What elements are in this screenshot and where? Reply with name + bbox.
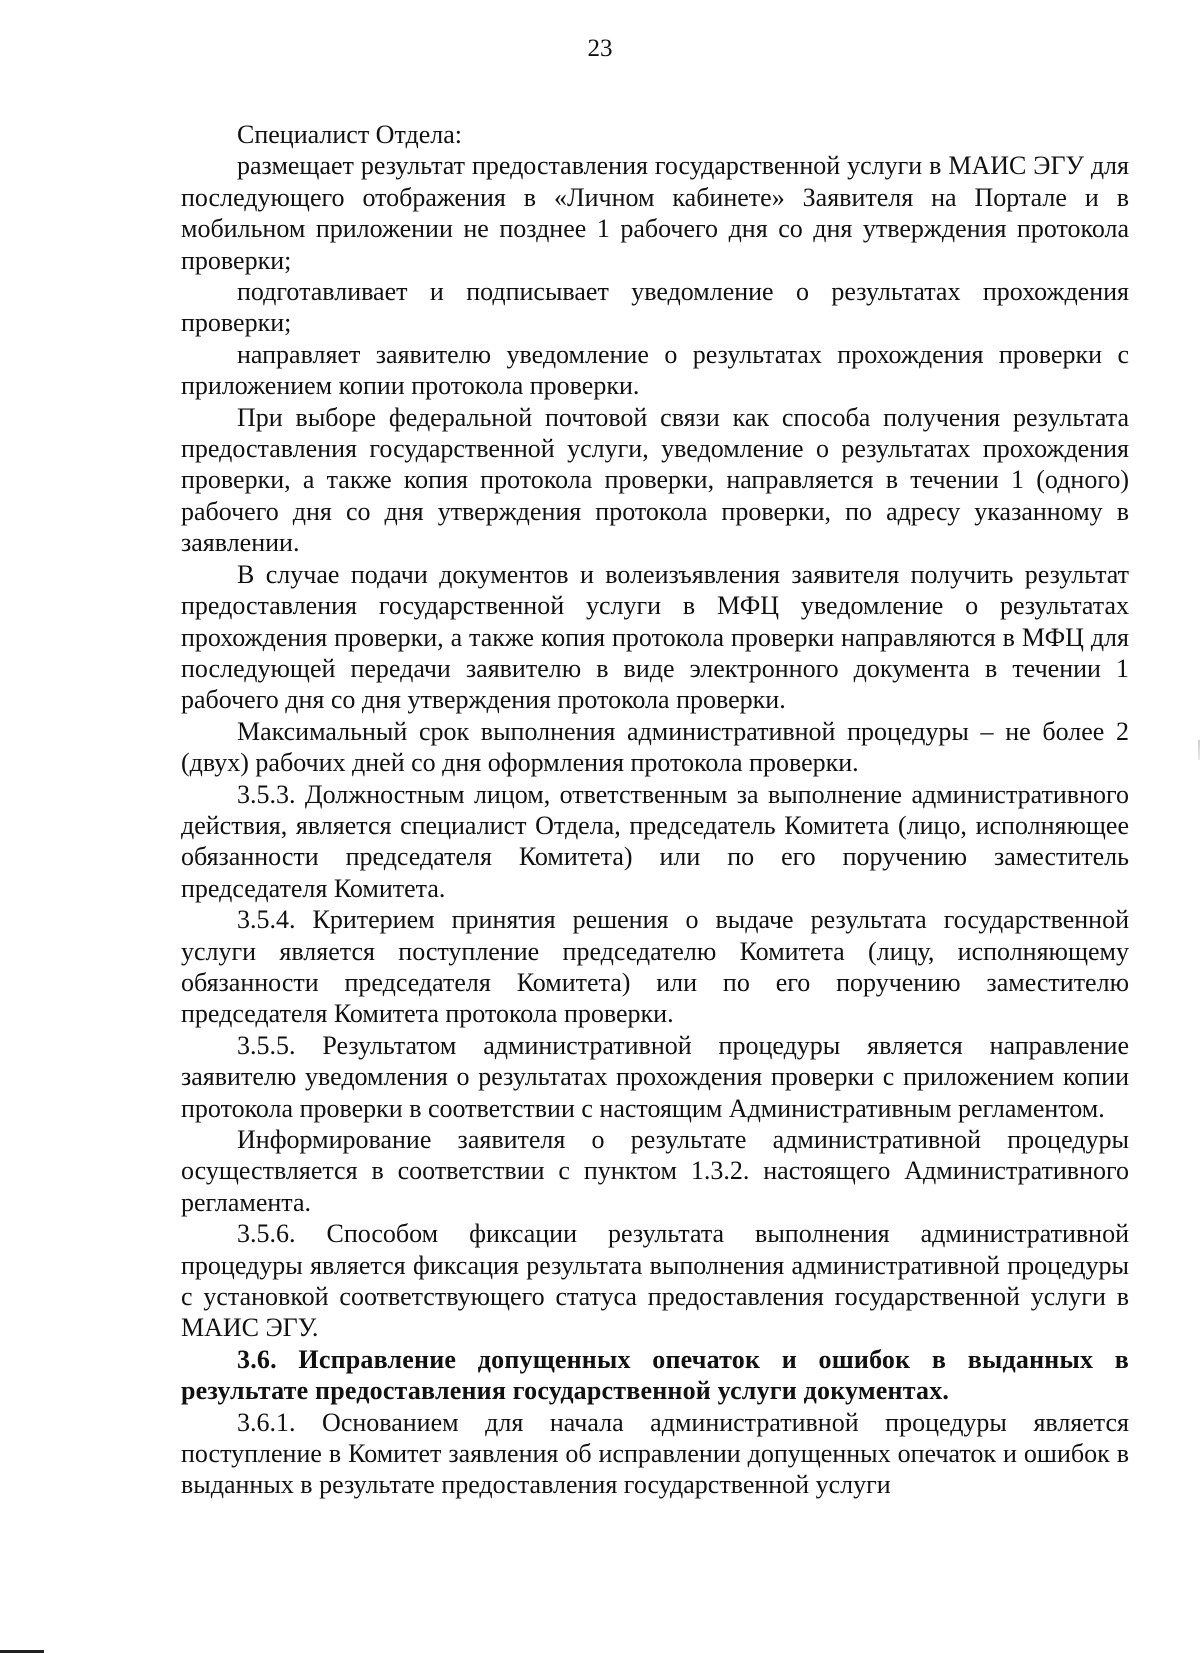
paragraph-prepares-notice: подготавливает и подписывает уведомление о результатах прохождения проверки; — [181, 277, 1129, 338]
paragraph-3-5-6: 3.5.6. Способом фиксации результата выполнения административной процедуры является фиксация результата выполнения административной процедуры с установкой соответствующего статуса предоставления государственной услуги в МАИС ЭГУ. — [181, 1219, 1129, 1343]
paragraph-max-term: Максимальный срок выполнения административной процедуры – не более 2 (двух) рабочих дней со дня оформления протокола проверки. — [181, 716, 1129, 778]
section-heading-3-6: 3.6. Исправление допущенных опечаток и ошибок в выданных в результате предоставления государственной услуги документах. — [181, 1344, 1129, 1406]
paragraph-informing: Информирование заявителя о результате административной процедуры осуществляется в соответствии с пунктом 1.3.2. настоящего Административного регламента. — [181, 1125, 1129, 1217]
paragraph-3-5-5: 3.5.5. Результатом административной процедуры является направление заявителю уведомления о результатах прохождения проверки с приложением копии протокола проверки в соответствии с настоящим Административным регламентом. — [181, 1030, 1129, 1123]
paragraph-specialist-intro: Специалист Отдела: — [237, 120, 462, 149]
paragraph-postal-delivery: При выборе федеральной почтовой связи как способа получения результата предоставления государственной услуги, уведомление о результатах прохождения проверки, а также копия протокола проверки, направляется в течении 1 (одного) рабочего дня со дня утверждения протокола проверки, по адресу указанному в заявлении. — [181, 402, 1129, 558]
document-body — [181, 119, 1129, 1501]
page-number: 23 — [587, 35, 613, 62]
paragraph-3-5-4: 3.5.4. Критерием принятия решения о выдаче результата государственной услуги является поступление председателю Комитета (лицу, исполняющему обязанности председателя Комитета) или по его поручению заместителю председателя Комитета протокола проверки. — [181, 905, 1129, 1029]
paragraph-3-5-3: 3.5.3. Должностным лицом, ответственным за выполнение административного действия, является специалист Отдела, председатель Комитета (лицо, исполняющее обязанности председателя Комитета) или по его поручению заместитель председателя Комитета. — [181, 779, 1129, 903]
paragraph-sends-notice: направляет заявителю уведомление о результатах прохождения проверки с приложением копии протокола проверки. — [181, 339, 1129, 401]
paragraph-mfc-delivery: В случае подачи документов и волеизъявления заявителя получить результат предоставления государственной услуги в МФЦ уведомление о результатах прохождения проверки, а также копия протокола проверки направляются в МФЦ для последующей передачи заявителю в виде электронного документа в течении 1 рабочего дня со дня утверждения протокола проверки. — [181, 559, 1129, 715]
paragraph-3-6-1: 3.6.1. Основанием для начала административной процедуры является поступление в Комитет заявления об исправлении допущенных опечаток и ошибок в выданных в результате предоставления государственной услуги — [181, 1407, 1129, 1500]
paragraph-places-result: размещает результат предоставления государственной услуги в МАИС ЭГУ для последующего отображения в «Личном кабинете» Заявителя на Портале и в мобильном приложении не позднее 1 рабочего дня со дня утверждения протокола проверки; — [181, 151, 1129, 275]
